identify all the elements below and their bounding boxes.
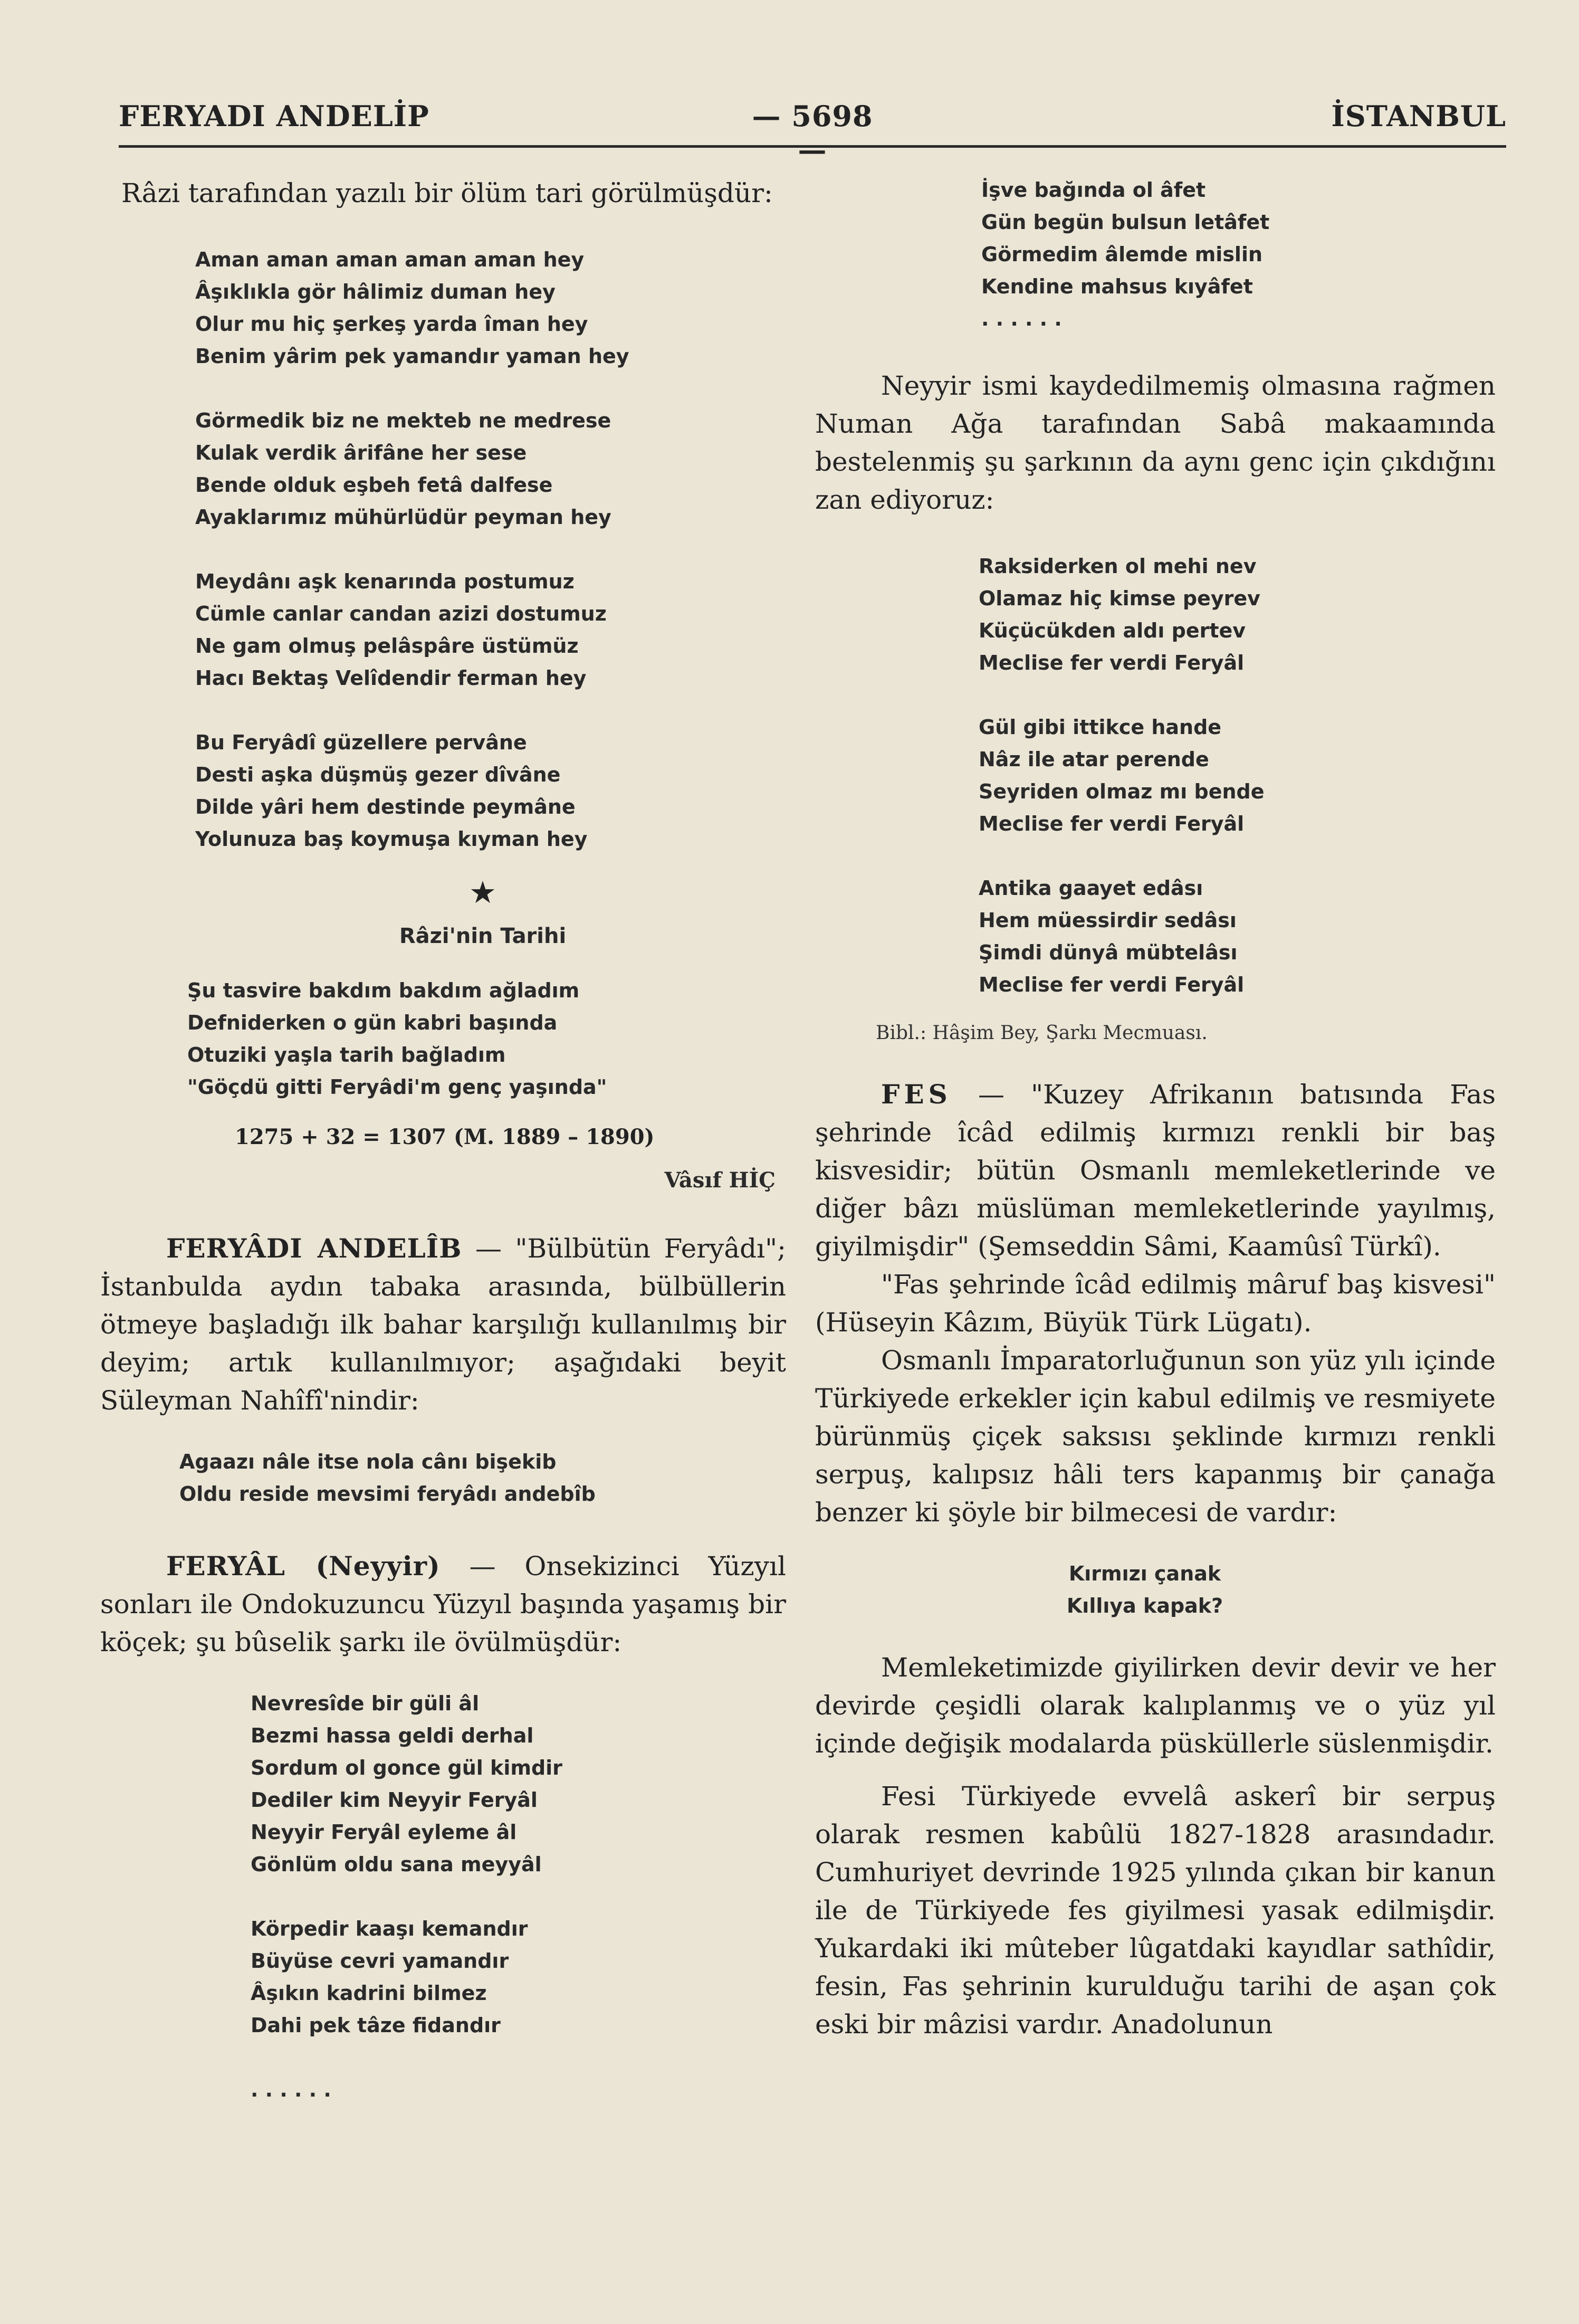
fes-entry [815,1075,1496,1265]
poem-tarih [187,975,786,1103]
verse-line: Gül gibi ittikce hande [979,716,1222,739]
star-separator: ★ [469,874,496,910]
verse-line: Meclise fer verdi Feryâl [979,651,1245,674]
poem-feryadi [195,244,786,855]
verse-line: Sordum ol gonce gül kimdir [251,1756,562,1779]
verse-line: Aman aman aman aman aman hey [195,248,585,271]
verse-line: Gün begün bulsun letâfet [981,211,1270,234]
verse-line: Kendine mahsus kıyâfet [981,275,1253,298]
entry-text: — "Kuzey Afrikanın batısında Fas şehrinde îcâd edilmiş kırmızı renkli bir baş kisvesidir; bütün Osmanlı memleketlerinde ve diğer bâzı müslüman memleketlerinde yayılmış, giyilmişdir" (Şemseddin Sâmi, Kaamûsî Türkî). [815,1079,1496,1262]
tarih-date: 1275 + 32 = 1307 (M. 1889 – 1890) [235,1125,655,1149]
verse-line: Meydânı aşk kenarında postumuz [195,570,575,593]
poem-stanza [251,1913,786,2042]
beyit-nahifi [179,1446,786,1510]
verse-line: Kırmızı çanak [1068,1562,1221,1585]
paragraph-text: Fesi Türkiyede evvelâ askerî bir serpuş olarak resmen kabûlü 1827-1828 arasındadır. Cumhuriyet devrinde 1925 yılında çıkan bir kanun ile de Türkiyede fes giyilmesi yasak edilmişdir. Yukardaki iki mûteber lûgatdaki kayıdlar sathîdir, fesin, Fas şehrinin kurulduğu tarihi de aşan çok eski bir mâzisi vardır. Anadolunun [815,1781,1496,2040]
verse-line: Gönlüm oldu sana meyyâl [251,1853,542,1876]
poem-stanza [979,550,1496,679]
verse-line: Otuziki yaşla tarih bağladım [187,1043,506,1066]
verse-line: Defniderken o gün kabri başında [187,1011,558,1034]
verse-line: Küçücükden aldı pertev [979,619,1246,642]
right-column [815,174,1496,2043]
paragraph-text: "Fas şehrinde îcâd edilmiş mâruf baş kisvesi" (Hüseyin Kâzım, Büyük Türk Lügatı). [815,1269,1496,1338]
verse-line: Bezmi hassa geldi derhal [251,1724,534,1747]
verse-line: Âşıkın kadrini bilmez [251,1982,487,2005]
entry-text: — Onsekizinci Yüzyıl sonları ile Ondokuzuncu Yüzyıl başında yaşamış bir köçek; şu bûselik şarkı ile övülmüşdür: [100,1551,786,1658]
intro-paragraph: Râzi tarafından yazılı bir ölüm tari görülmüşdür: [121,178,773,208]
entry-text: — "Bülbütün Feryâdı"; İstanbulda aydın tabaka arasında, bülbüllerin ötmeye başladığı ilk bahar karşılığı kullanılmış bir deyim; artık kullanılmıyor; aşağıdaki beyit Süleyman Nahîfî'nindir: [100,1233,787,1416]
paragraph-text: Osmanlı İmparatorluğunun son yüz yılı içinde Türkiyede erkekler için kabul edilmiş ve resmiyete bürünmüş çiçek saksısı şeklinde kırmızı renkli serpuş, kalıpsız hâli ters kapanmış bir çanağa benzer ki şöyle bir bilmecesi de vardır: [815,1345,1496,1528]
verse-line: Agaazı nâle itse nola cânı bişekib [179,1450,557,1473]
tarih-title: Râzi'nin Tarihi [399,924,567,948]
verse-line: Dilde yâri hem destinde peymâne [195,795,576,818]
verse-line: Raksiderken ol mehi nev [979,555,1257,578]
verse-line: Nâz ile atar perende [979,748,1209,771]
verse-line: Kulak verdik ârifâne her sese [195,441,527,464]
poem-buselik [251,1688,786,2106]
neyyir-paragraph [815,367,1496,519]
header-title: FERYADI ANDELİP [119,99,429,133]
ellipsis: . . . . . . [981,307,1062,330]
verse-line: Bu Feryâdî güzellere pervâne [195,731,527,754]
ellipsis: . . . . . . [251,2078,331,2101]
poem-stanza [979,711,1496,840]
verse-line: Kıllıya kapak? [1066,1594,1223,1617]
verse-line: Oldu reside mevsimi feryâdı andebîb [179,1482,596,1506]
verse-line: Nevresîde bir güli âl [251,1692,480,1715]
entry-headword: FES [881,1079,952,1110]
poem-buselik-cont [981,174,1496,335]
entry-headword: FERYÂL (Neyyir) [166,1550,441,1582]
verse-line: Görmedim âlemde mislin [981,243,1263,266]
verse-line: Körpedir kaaşı kemandır [251,1917,528,1940]
entry-headword: FERYÂDI ANDELÎB [166,1233,462,1264]
paragraph-text: Neyyir ismi kaydedilmemiş olmasına rağmen Numan Ağa tarafından Sabâ makaamında bestelenmiş şu şarkının da aynı genc için çıkdığını zan ediyoruz: [815,370,1496,515]
running-header [119,90,1506,167]
verse-line: Yolunuza baş koymuşa kıyman hey [195,827,588,851]
andelib-entry [100,1230,786,1420]
left-column [100,174,786,2106]
verse-line: Olamaz hiç kimse peyrev [979,587,1260,610]
verse-line: Benim yârim pek yamandır yaman hey [195,345,629,368]
poem-stanza [195,566,786,694]
verse-line: Şimdi dünyâ mübtelâsı [979,941,1238,964]
header-volume: İSTANBUL [1331,99,1506,133]
riddle [815,1558,1496,1622]
poem-saba [979,550,1496,1001]
verse-line: Ne gam olmuş pelâspâre üstümüz [195,634,579,658]
fes-paragraph [815,1265,1496,1341]
fes-paragraph [815,1341,1496,1531]
verse-line: Olur mu hiç şerkeş yarda îman hey [195,312,588,336]
poem-stanza [979,872,1496,1001]
verse-line: Meclise fer verdi Feryâl [979,812,1245,835]
poem-stanza [195,244,786,373]
verse-line: Dediler kim Neyyir Feryâl [251,1788,538,1812]
page-number: — 5698 — [752,99,873,167]
verse-line: Dahi pek tâze fidandır [251,2014,501,2037]
poem-stanza [195,405,786,534]
feryal-entry [100,1547,786,1661]
verse-line: Âşıklıkla gör hâlimiz duman hey [195,280,556,303]
verse-line: Seyriden olmaz mı bende [979,780,1265,803]
verse-line: "Göçdü gitti Feryâdi'm genç yaşında" [187,1075,607,1099]
verse-line: Şu tasvire bakdım bakdım ağladım [187,979,580,1002]
verse-line: Cümle canlar candan azizi dostumuz [195,602,607,625]
verse-line: Bende olduk eşbeh fetâ dalfese [195,473,553,497]
verse-line: Antika gaayet edâsı [979,877,1203,900]
verse-line: Görmedik biz ne mekteb ne medrese [195,409,611,432]
verse-line: Hacı Bektaş Velîdendir ferman hey [195,666,587,690]
verse-line: Meclise fer verdi Feryâl [979,973,1245,996]
verse-line: Desti aşka düşmüş gezer dîvâne [195,763,561,786]
signature: Vâsıf HİÇ [664,1168,776,1193]
verse-line: Neyyir Feryâl eyleme âl [251,1821,517,1844]
verse-line: Hem müessirdir sedâsı [979,909,1237,932]
verse-line: İşve bağında ol âfet [981,178,1206,202]
poem-stanza [251,1688,786,1881]
verse-line: Büyüse cevri yamandır [251,1949,509,1973]
paragraph-text: Memleketimizde giyilirken devir devir ve her devirde çeşidli olarak kalıplanmış ve o yüz yıl içinde değişik modalarda püsküllerle süslenmişdir. [815,1652,1496,1759]
poem-stanza [195,727,786,855]
fes-paragraph [815,1777,1496,2043]
bibliography: Bibl.: Hâşim Bey, Şarkı Mecmuası. [876,1022,1208,1044]
fes-paragraph [815,1649,1496,1763]
verse-line: Ayaklarımız mühürlüdür peyman hey [195,506,611,529]
